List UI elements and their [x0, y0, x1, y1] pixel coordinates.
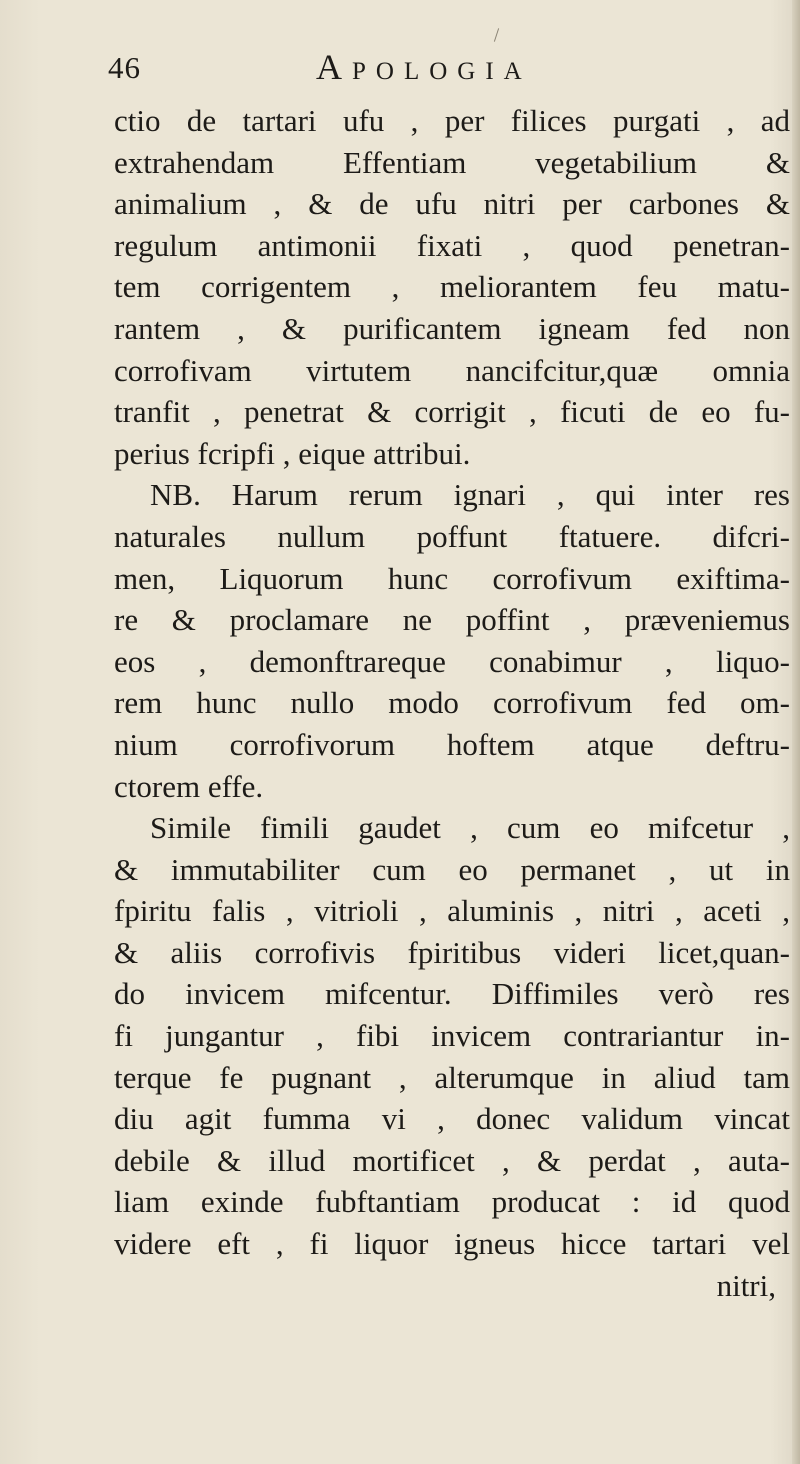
- catchword: nitri,: [716, 1267, 776, 1303]
- text-line: men, Liquorum hunc corrofivum exiftima-: [114, 560, 790, 596]
- text-line: re & proclamare ne poffint , præveniemus: [114, 602, 790, 638]
- stray-ink-mark: [494, 28, 499, 42]
- text-line: perius fcripfi , eique attribui.: [114, 435, 471, 471]
- text-line: liam exinde fubftantiam producat : id quod: [114, 1184, 790, 1220]
- page-header: [108, 44, 708, 94]
- text-line: fpiritu falis , vitrioli , aluminis , nitri , aceti ,: [114, 893, 790, 929]
- text-line: regulum antimonii fixati , quod penetran-: [114, 227, 790, 263]
- running-head: Apologia: [316, 47, 532, 87]
- text-line: rantem , & purificantem igneam fed non: [114, 310, 790, 346]
- text-line: & immutabiliter cum eo permanet , ut in: [114, 851, 790, 887]
- text-line: debile & illud mortificet , & perdat , auta-: [114, 1142, 790, 1178]
- text-line: nium corrofivorum hoftem atque deftru-: [114, 726, 790, 762]
- text-line: extrahendam Effentiam vegetabilium &: [114, 144, 790, 180]
- paragraph-start-line: Simile fimili gaudet , cum eo mifcetur ,: [150, 810, 790, 846]
- text-line: diu agit fumma vi , donec validum vincat: [114, 1101, 790, 1137]
- text-line: tranfit , penetrat & corrigit , ficuti de eo fu-: [114, 394, 790, 430]
- text-line: fi jungantur , fibi invicem contrariantur in-: [114, 1018, 790, 1054]
- text-line: naturales nullum poffunt ftatuere. difcri-: [114, 518, 790, 554]
- text-line: & aliis corrofivis fpiritibus videri licet,quan-: [114, 934, 790, 970]
- paragraph-start-line: NB. Harum rerum ignari , qui inter res: [150, 477, 790, 513]
- page-edge: [792, 0, 800, 1464]
- text-line: animalium , & de ufu nitri per carbones &: [114, 186, 790, 222]
- text-line: tem corrigentem , meliorantem feu matu-: [114, 269, 790, 305]
- text-line: eos , demonftrareque conabimur , liquo-: [114, 643, 790, 679]
- text-line: corrofivam virtutem nancifcitur,quæ omnia: [114, 352, 790, 388]
- text-line: ctorem effe.: [114, 768, 264, 804]
- text-line: rem hunc nullo modo corrofivum fed om-: [114, 685, 790, 721]
- text-line: videre eft , fi liquor igneus hicce tartari vel: [114, 1226, 790, 1262]
- page-number: 46: [108, 50, 141, 85]
- text-line: do invicem mifcentur. Diffimiles verò res: [114, 976, 790, 1012]
- body-text: [114, 100, 790, 1306]
- text-line: ctio de tartari ufu , per filices purgati , ad: [114, 103, 790, 138]
- text-line: terque fe pugnant , alterumque in aliud tam: [114, 1059, 790, 1095]
